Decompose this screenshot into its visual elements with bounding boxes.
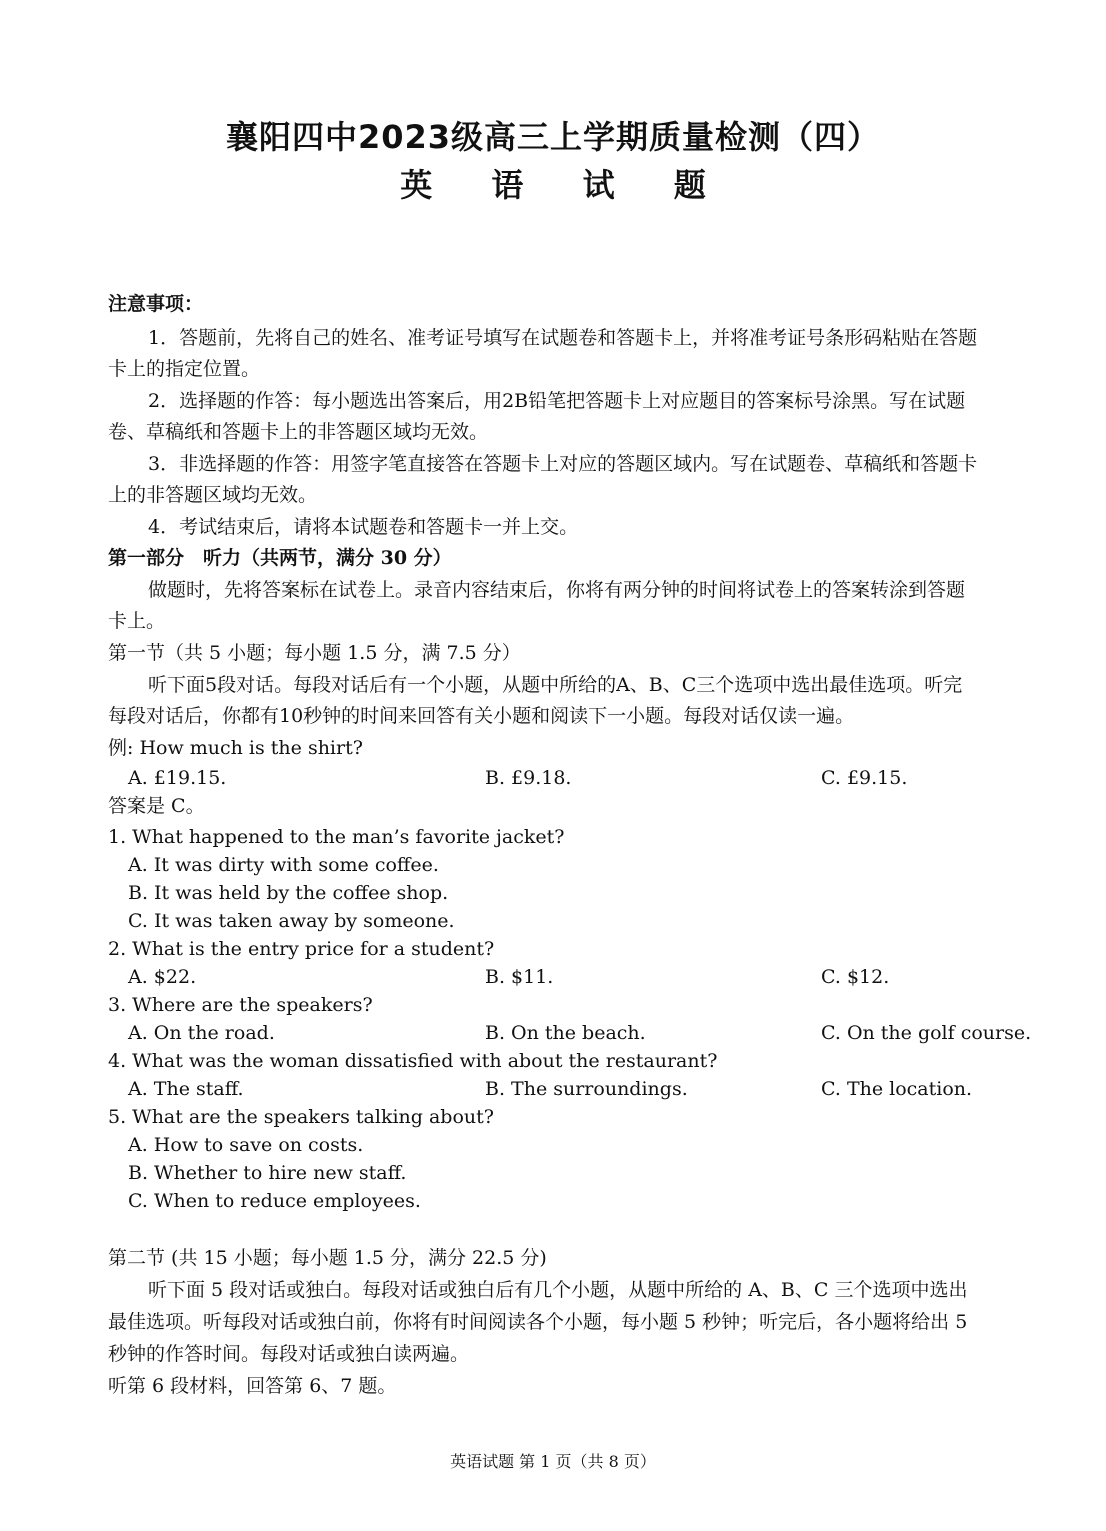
question-1: 1. What happened to the man’s favorite jacket? (108, 826, 565, 848)
question-2-option-a: A. $22. (128, 966, 197, 988)
part1-intro-line-2: 卡上。 (108, 610, 166, 632)
question-3-option-a: A. On the road. (128, 1022, 275, 1044)
notice-item-3-line-2: 上的非答题区域均无效。 (108, 484, 318, 506)
notice-item-1-line-1: 1．答题前，先将自己的姓名、准考证号填写在试题卷和答题卡上，并将准考证号条形码粘贴在答题 (148, 327, 978, 349)
question-1-option-b: B. It was held by the coffee shop. (128, 882, 449, 904)
question-5-option-c: C. When to reduce employees. (128, 1190, 421, 1212)
example-option-a: A. £19.15. (128, 767, 227, 789)
section1-intro-line-1: 听下面5段对话。每段对话后有一个小题，从题中所给的A、B、C三个选项中选出最佳选项。听完 (148, 674, 963, 696)
notice-item-1-line-2: 卡上的指定位置。 (108, 358, 261, 380)
notice-item-2-line-2: 卷、草稿纸和答题卡上的非答题区域均无效。 (108, 421, 489, 443)
exam-subtitle: 英 语 试 题 (400, 166, 730, 204)
part1-heading: 第一部分 听力（共两节，满分 30 分） (108, 547, 452, 569)
notice-heading: 注意事项： (108, 293, 204, 315)
question-1-option-a: A. It was dirty with some coffee. (128, 854, 439, 876)
section2-intro-line-1: 听下面 5 段对话或独白。每段对话或独白后有几个小题，从题中所给的 A、B、C 三个选项中选出 (148, 1279, 968, 1301)
question-3-option-c: C. On the golf course. (821, 1022, 1032, 1044)
question-2-option-c: C. $12. (821, 966, 890, 988)
example-answer: 答案是 C。 (108, 795, 205, 817)
question-5: 5. What are the speakers talking about? (108, 1106, 494, 1128)
question-5-option-b: B. Whether to hire new staff. (128, 1162, 407, 1184)
question-1-option-c: C. It was taken away by someone. (128, 910, 455, 932)
question-2: 2. What is the entry price for a student? (108, 938, 495, 960)
part1-intro-line-1: 做题时，先将答案标在试卷上。录音内容结束后，你将有两分钟的时间将试卷上的答案转涂到答题 (148, 579, 966, 601)
question-4-option-b: B. The surroundings. (485, 1078, 688, 1100)
question-4-option-c: C. The location. (821, 1078, 973, 1100)
question-2-option-b: B. $11. (485, 966, 554, 988)
section2-material: 听第 6 段材料，回答第 6、7 题。 (108, 1375, 397, 1397)
notice-item-2-line-1: 2．选择题的作答：每小题选出答案后，用2B铅笔把答题卡上对应题目的答案标号涂黑。写在试题 (148, 390, 966, 412)
section2-intro-line-2: 最佳选项。听每段对话或独白前，你将有时间阅读各个小题，每小题 5 秒钟；听完后，各小题将给出 5 (108, 1311, 968, 1333)
example-question: 例: How much is the shirt? (108, 737, 363, 759)
example-option-b: B. £9.18. (485, 767, 572, 789)
question-4: 4. What was the woman dissatisfied with about the restaurant? (108, 1050, 718, 1072)
exam-title: 襄阳四中2023级高三上学期质量检测（四） (225, 118, 881, 156)
section1-intro-line-2: 每段对话后，你都有10秒钟的时间来回答有关小题和阅读下一小题。每段对话仅读一遍。 (108, 705, 855, 727)
question-4-option-a: A. The staff. (128, 1078, 244, 1100)
page-footer: 英语试题 第 1 页（共 8 页） (450, 1452, 656, 1471)
question-5-option-a: A. How to save on costs. (128, 1134, 364, 1156)
section2-intro-line-3: 秒钟的作答时间。每段对话或独白读两遍。 (108, 1343, 470, 1365)
question-3: 3. Where are the speakers? (108, 994, 373, 1016)
section2-heading: 第二节 (共 15 小题；每小题 1.5 分，满分 22.5 分) (108, 1247, 547, 1269)
notice-item-3-line-1: 3．非选择题的作答：用签字笔直接答在答题卡上对应的答题区域内。写在试题卷、草稿纸和答题卡 (148, 453, 978, 475)
notice-item-4: 4．考试结束后，请将本试题卷和答题卡一并上交。 (148, 516, 579, 538)
question-3-option-b: B. On the beach. (485, 1022, 646, 1044)
section1-heading: 第一节（共 5 小题；每小题 1.5 分，满 7.5 分） (108, 642, 521, 664)
example-option-c: C. £9.15. (821, 767, 908, 789)
